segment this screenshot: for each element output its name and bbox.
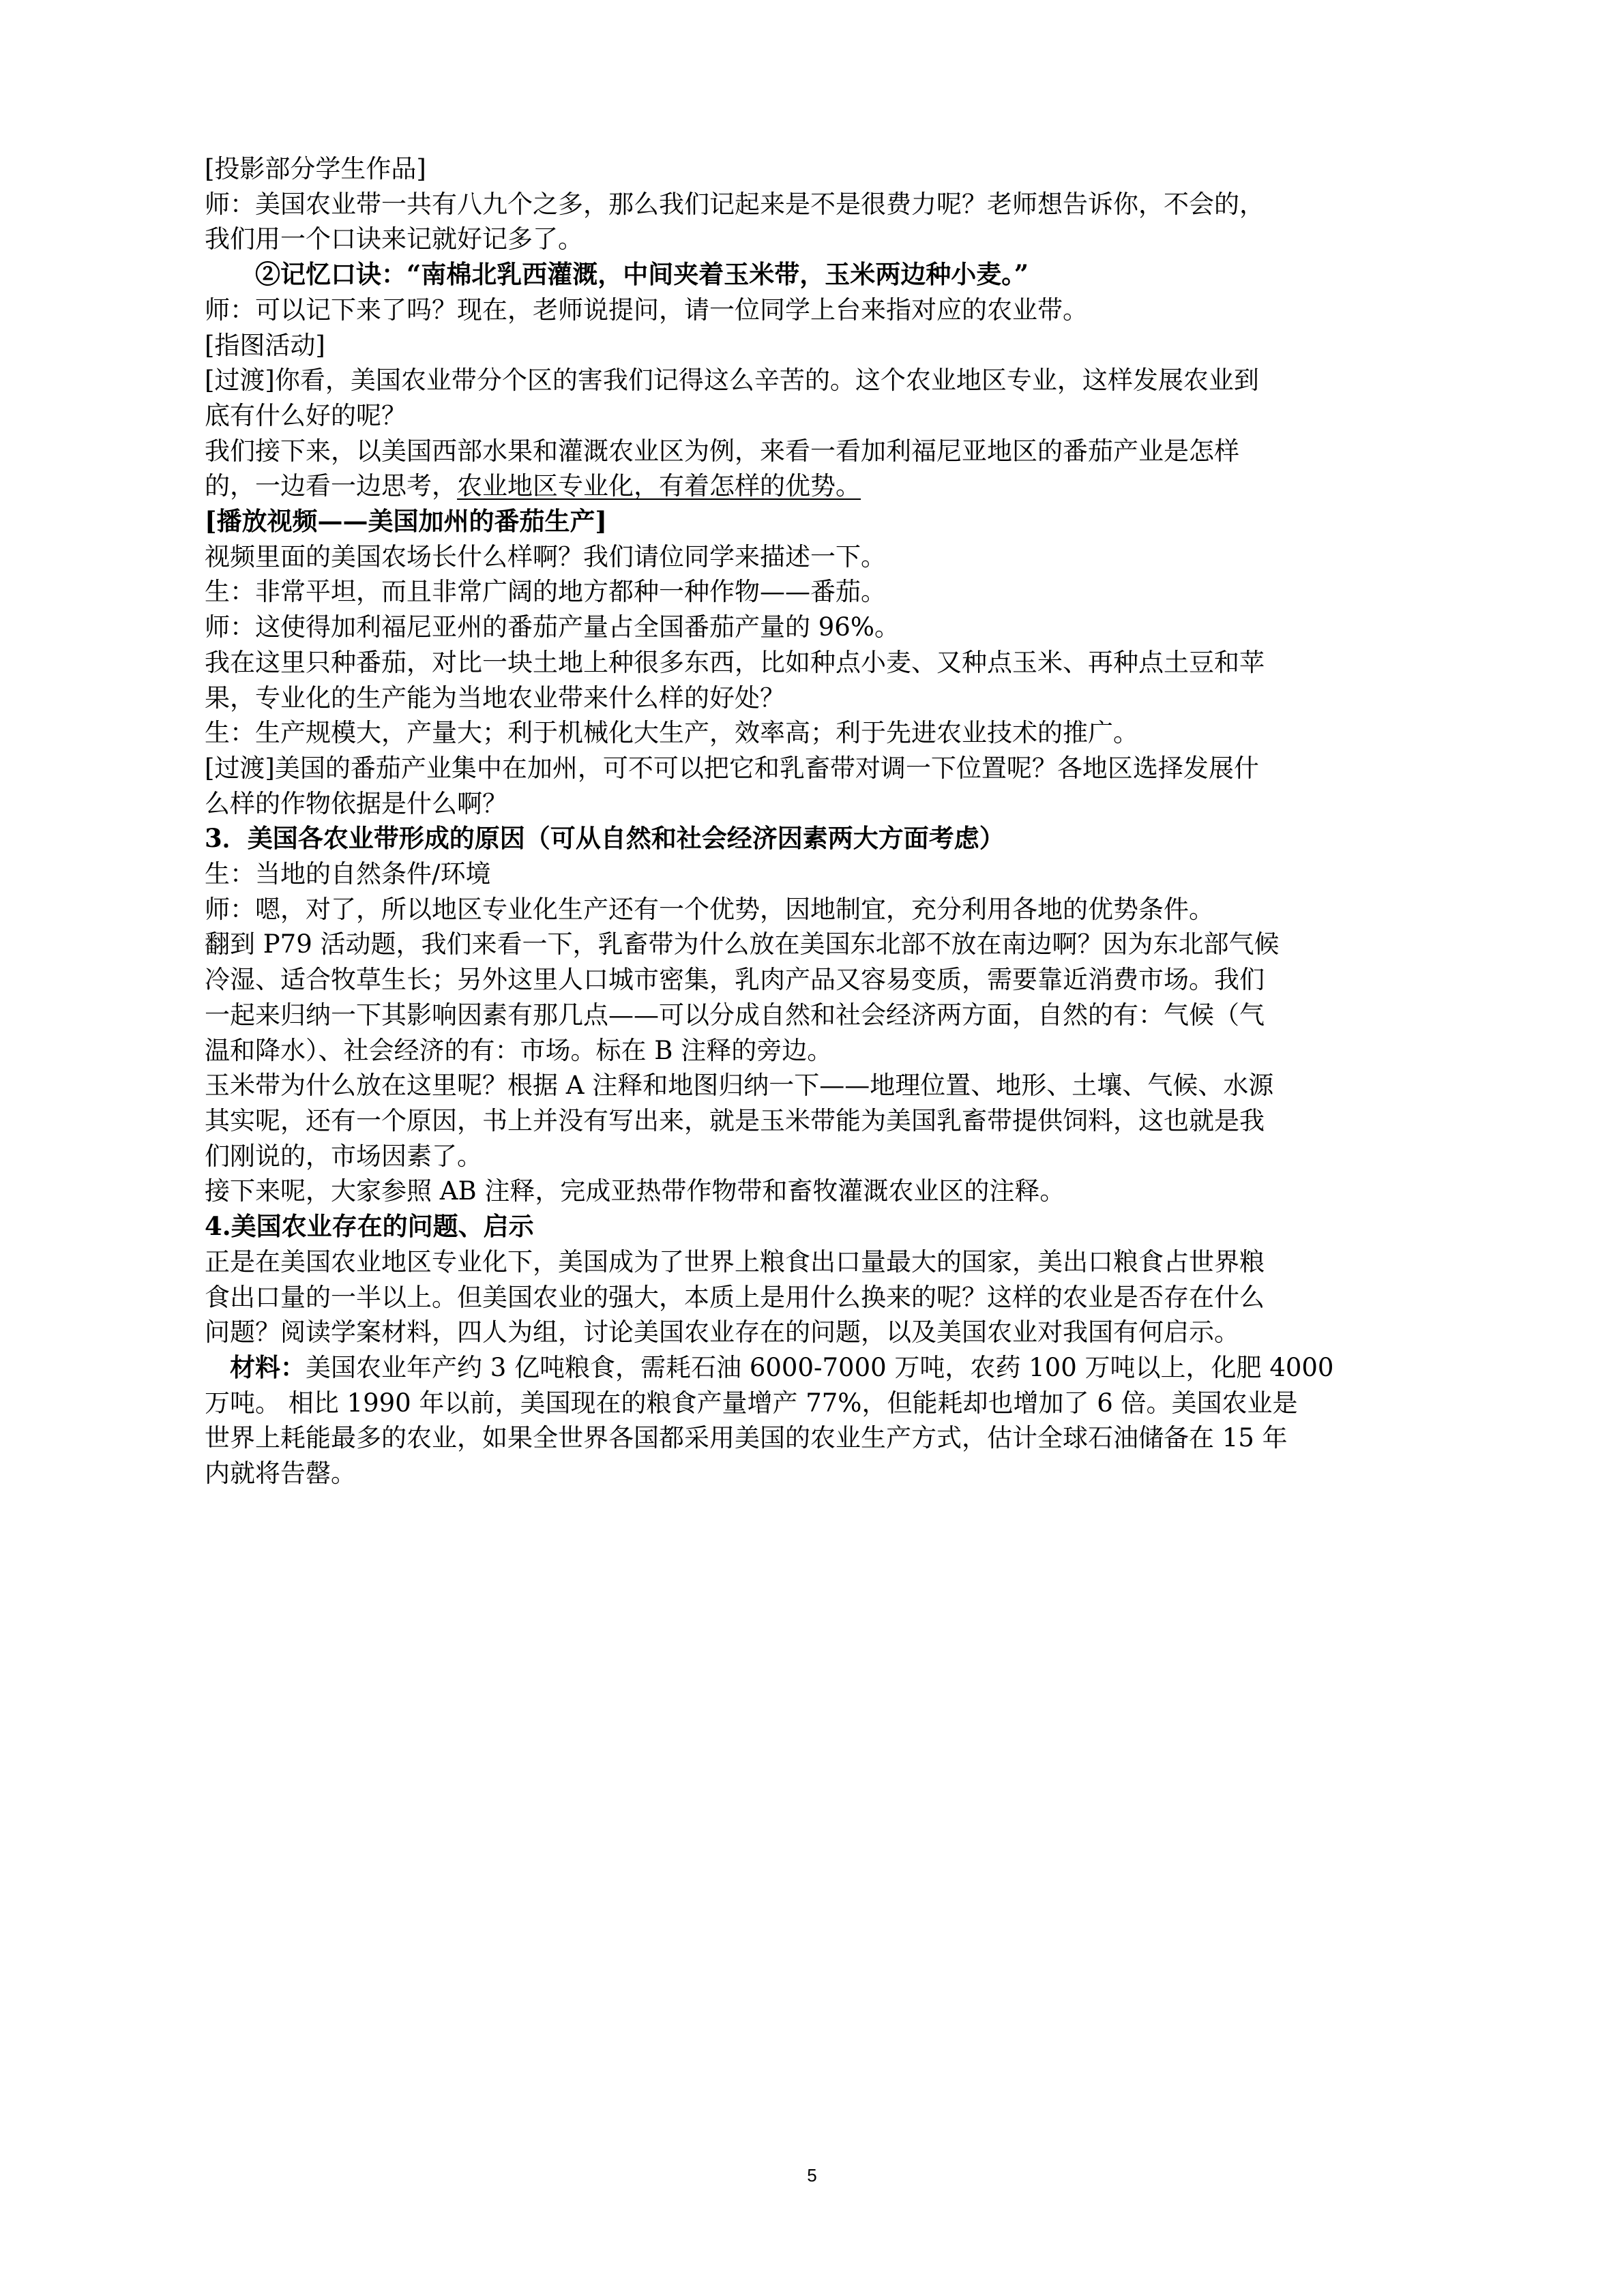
paragraph-line <box>205 1350 1473 1386</box>
section-heading: 3．美国各农业带形成的原因（可从自然和社会经济因素两大方面考虑） <box>205 823 1005 854</box>
paragraph-line: 师：美国农业带一共有八九个之多，那么我们记起来是不是很费力呢？老师想告诉你，不会的， <box>205 189 1265 219</box>
section-heading: 4.美国农业存在的问题、启示 <box>205 1211 534 1242</box>
paragraph-line <box>205 468 1473 504</box>
mnemonic-heading: ②记忆口诀：“南棉北乳西灌溉，中间夹着玉米带，玉米两边种小麦。” <box>255 259 1029 290</box>
paragraph-line: 我们接下来，以美国西部水果和灌溉农业区为例，来看一看加利福尼亚地区的番茄产业是怎样 <box>205 436 1239 466</box>
line-text: 的，一边看一边思考， <box>205 471 457 501</box>
paragraph-line: 我在这里只种番茄，对比一块土地上种很多东西，比如种点小麦、又种点玉米、再种点土豆和苹 <box>205 647 1265 677</box>
paragraph-line: 问题？阅读学案材料，四人为组，讨论美国农业存在的问题，以及美国农业对我国有何启示。 <box>205 1317 1239 1347</box>
paragraph-line: 视频里面的美国农场长什么样啊？我们请位同学来描述一下。 <box>205 541 886 571</box>
paragraph-line: 万吨。 相比 1990 年以前，美国现在的粮食产量增产 77%，但能耗却也增加了 6 倍。美国农业是 <box>205 1388 1298 1418</box>
paragraph-line: 师：这使得加利福尼亚州的番茄产量占全国番茄产量的 96%。 <box>205 612 900 642</box>
paragraph-line: 接下来呢，大家参照 AB 注释，完成亚热带作物带和畜牧灌溉农业区的注释。 <box>205 1176 1065 1206</box>
paragraph-line: 翻到 P79 活动题，我们来看一下，乳畜带为什么放在美国东北部不放在南边啊？因为东北部气候 <box>205 929 1280 959</box>
document-body <box>205 151 1473 1491</box>
paragraph-line: 师：嗯，对了，所以地区专业化生产还有一个优势，因地制宜，充分利用各地的优势条件。 <box>205 894 1214 924</box>
paragraph-line: 其实呢，还有一个原因，书上并没有写出来，就是玉米带能为美国乳畜带提供饲料，这也就是我 <box>205 1105 1265 1135</box>
paragraph-line: 底有什么好的呢？ <box>205 400 407 430</box>
paragraph-line: 生：非常平坦，而且非常广阔的地方都种一种作物——番茄。 <box>205 577 886 607</box>
paragraph-line: [指图活动] <box>205 330 325 360</box>
paragraph-line: 内就将告罄。 <box>205 1459 356 1489</box>
paragraph-line: 玉米带为什么放在这里呢？根据 A 注释和地图归纳一下——地理位置、地形、土壤、气候、水源 <box>205 1071 1274 1101</box>
paragraph-line: 世界上耗能最多的农业，如果全世界各国都采用美国的农业生产方式，估计全球石油储备在 15 年 <box>205 1423 1288 1453</box>
paragraph-line: 们刚说的，市场因素了。 <box>205 1141 482 1171</box>
paragraph-line: [投影部分学生作品] <box>205 154 426 183</box>
section-heading: [播放视频——美国加州的番茄生产] <box>205 506 608 537</box>
line-text: 美国农业年产约 3 亿吨粮食，需耗石油 6000-7000 万吨，农药 100 万吨以上，化肥 4000 <box>306 1352 1334 1382</box>
paragraph-line: 么样的作物依据是什么啊？ <box>205 788 507 818</box>
paragraph-line: [过渡]美国的番茄产业集中在加州，可不可以把它和乳畜带对调一下位置呢？各地区选择发展什 <box>205 753 1259 783</box>
paragraph-line: 一起来归纳一下其影响因素有那几点——可以分成自然和社会经济两方面，自然的有：气候（气 <box>205 1000 1265 1030</box>
underlined-text: 农业地区专业化，有着怎样的优势。 <box>457 471 861 501</box>
page-number: 5 <box>807 2165 817 2186</box>
material-label: 材料： <box>230 1352 306 1382</box>
paragraph-line: 我们用一个口诀来记就好记多了。 <box>205 224 583 254</box>
paragraph-line: [过渡]你看，美国农业带分个区的害我们记得这么辛苦的。这个农业地区专业，这样发展农业到 <box>205 366 1259 396</box>
paragraph-line: 师：可以记下来了吗？现在，老师说提问，请一位同学上台来指对应的农业带。 <box>205 295 1088 325</box>
paragraph-line: 生：生产规模大，产量大；利于机械化大生产，效率高；利于先进农业技术的推广。 <box>205 718 1138 748</box>
paragraph-line: 温和降水）、社会经济的有：市场。标在 B 注释的旁边。 <box>205 1035 833 1065</box>
paragraph-line: 食出口量的一半以上。但美国农业的强大，本质上是用什么换来的呢？这样的农业是否存在什么 <box>205 1282 1265 1312</box>
paragraph-line: 冷湿、适合牧草生长；另外这里人口城市密集，乳肉产品又容易变质，需要靠近消费市场。我们 <box>205 965 1265 995</box>
paragraph-line: 果，专业化的生产能为当地农业带来什么样的好处？ <box>205 683 785 713</box>
paragraph-line: 生：当地的自然条件/环境 <box>205 859 491 889</box>
paragraph-line: 正是在美国农业地区专业化下，美国成为了世界上粮食出口量最大的国家，美出口粮食占世界粮 <box>205 1247 1265 1277</box>
